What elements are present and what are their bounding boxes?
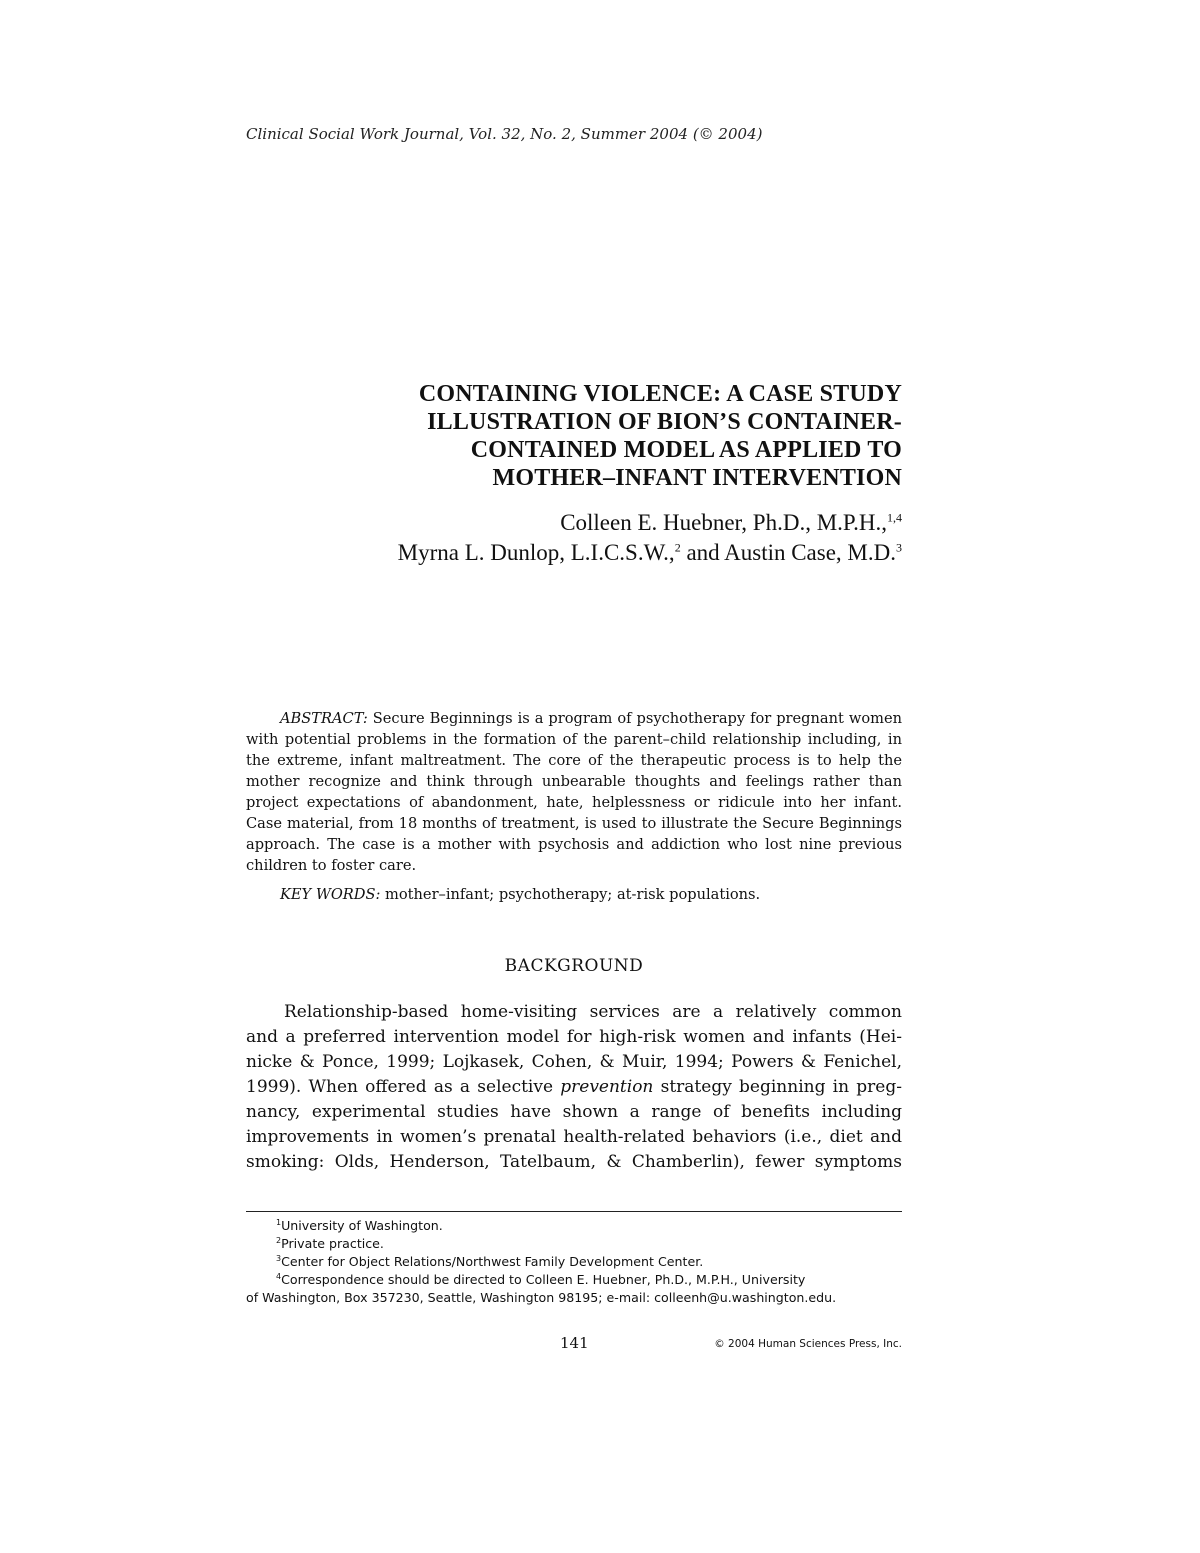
body-line-6: improvements in women’s prenatal health-related behaviors (i.e., diet and (246, 1127, 902, 1147)
footnote-4-continuation: of Washington, Box 357230, Seattle, Washington 98195; e-mail: colleenh@u.washington.edu. (246, 1290, 837, 1305)
footnote-1-mark: 1 (276, 1217, 282, 1227)
title-line-4: MOTHER–INFANT INTERVENTION (492, 465, 902, 491)
body-line-2: and a preferred intervention model for high-risk women and infants (Hei- (246, 1027, 902, 1047)
footnote-1-text: University of Washington. (281, 1218, 443, 1233)
abstract-text: Secure Beginnings is a program of psychotherapy for pregnant women with potential problems in the formation of the parent–child relationship including, in the extreme, infant maltreatment. The core of the therapeutic process is to help the mother recognize and think through unbearable thoughts and feelings rather than project expectations of abandonment, hate, helplessness or ridicule into her infant. Case material, from 18 months of treatment, is used to illustrate the Secure Beginnings approach. The case is a mother with psychosis and addiction who lost nine previous children to foster care. (246, 710, 902, 874)
body-paragraph (246, 1000, 902, 1175)
abstract-paragraph (246, 708, 902, 876)
footnote-1 (246, 1217, 902, 1235)
footnote-4-mark: 4 (276, 1271, 282, 1281)
keywords-label: KEY WORDS: (280, 886, 381, 903)
body-line-4-emphasis: prevention (560, 1077, 654, 1097)
author-line-1 (398, 508, 902, 538)
footnote-divider (246, 1211, 902, 1212)
body-line-5: nancy, experimental studies have shown a range of benefits including (246, 1102, 902, 1122)
article-title (419, 380, 902, 492)
publisher-copyright: © 2004 Human Sciences Press, Inc. (714, 1338, 902, 1350)
abstract-label: ABSTRACT: (280, 710, 368, 727)
footnote-4-text: Correspondence should be directed to Colleen E. Huebner, Ph.D., M.P.H., University (281, 1272, 806, 1287)
journal-citation: Clinical Social Work Journal, Vol. 32, No. 2, Summer 2004 (© 2004) (246, 125, 763, 143)
title-line-3: CONTAINED MODEL AS APPLIED TO (470, 437, 902, 463)
author-huebner: Colleen E. Huebner, Ph.D., M.P.H., (560, 510, 887, 535)
body-line-7: smoking: Olds, Henderson, Tatelbaum, & Chamberlin), fewer symptoms (246, 1152, 902, 1172)
author-line-2 (398, 538, 902, 568)
body-line-3: nicke & Ponce, 1999; Lojkasek, Cohen, & Muir, 1994; Powers & Fenichel, (246, 1052, 902, 1072)
body-line-1: Relationship-based home-visiting services are a relatively common (284, 1002, 902, 1022)
body-line-4-end: strategy beginning in preg- (653, 1077, 902, 1097)
author-dunlop: Myrna L. Dunlop, L.I.C.S.W., (397, 540, 675, 565)
keywords-line (280, 884, 760, 905)
footnote-2 (246, 1235, 902, 1253)
footnote-2-mark: 2 (276, 1235, 282, 1245)
section-heading-background: BACKGROUND (504, 956, 644, 976)
footnotes (246, 1217, 902, 1307)
author-case-affiliation-mark: 3 (896, 540, 902, 555)
author-huebner-affiliation-mark: 1,4 (887, 510, 902, 525)
author-list (398, 508, 902, 568)
author-dunlop-affiliation-mark: 2 (674, 540, 681, 555)
title-line-2: ILLUSTRATION OF BION’S CONTAINER- (427, 409, 902, 435)
body-line-4-start: 1999). When offered as a selective (246, 1077, 561, 1097)
footnote-3-text: Center for Object Relations/Northwest Family Development Center. (281, 1254, 704, 1269)
page-number: 141 (560, 1334, 589, 1352)
footnote-3 (246, 1253, 902, 1271)
title-line-1: CONTAINING VIOLENCE: A CASE STUDY (418, 381, 902, 407)
author-case: and Austin Case, M.D. (680, 540, 896, 565)
body-line-4 (246, 1075, 902, 1100)
footnote-4 (246, 1271, 902, 1289)
footnote-3-mark: 3 (276, 1253, 282, 1263)
keywords-text: mother–infant; psychotherapy; at-risk populations. (380, 886, 761, 903)
footnote-2-text: Private practice. (281, 1236, 384, 1251)
